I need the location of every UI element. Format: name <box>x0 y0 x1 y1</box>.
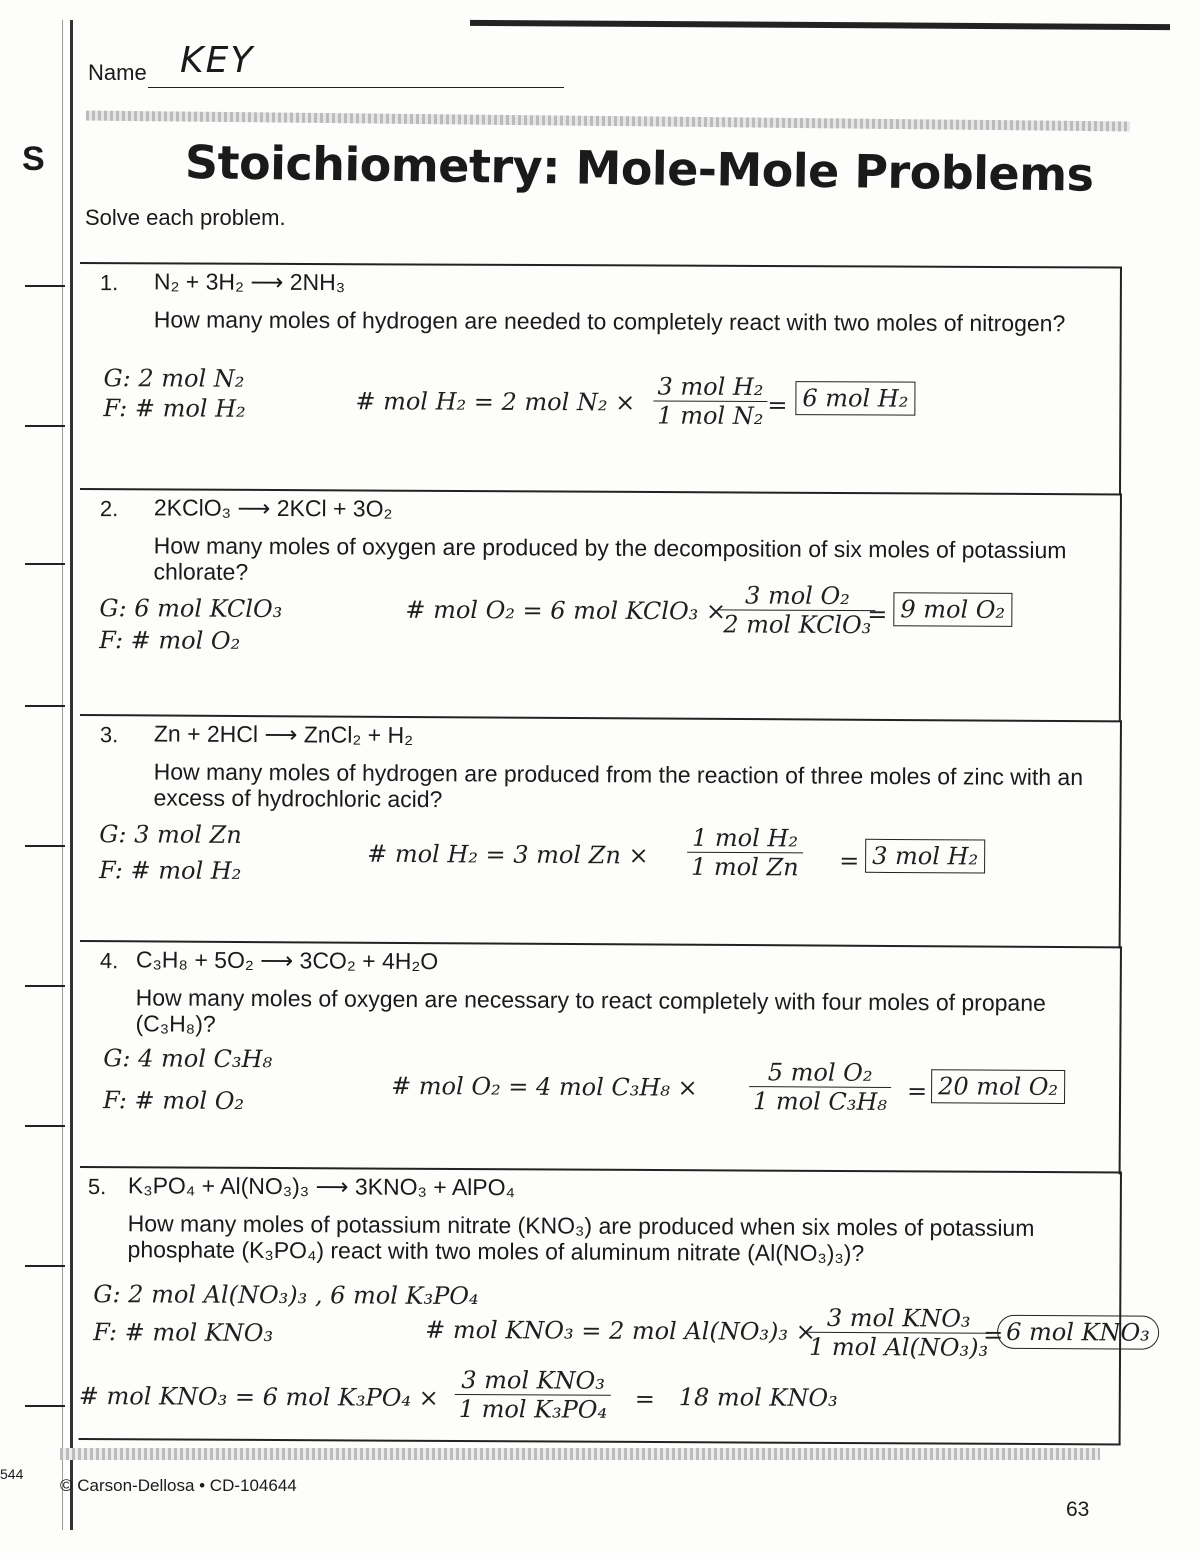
page-title: Stoichiometry: Mole-Mole Problems <box>184 135 1094 202</box>
margin-tick <box>25 285 65 287</box>
binding-shadow <box>62 20 63 1530</box>
work-handwritten: # mol KNO₃ = 2 mol Al(NO₃)₃ × <box>425 1315 816 1346</box>
problem-1 <box>79 262 1122 495</box>
equals-sign: = <box>767 391 788 420</box>
margin-tick <box>25 705 65 707</box>
footer-band <box>60 1448 1100 1460</box>
fraction-denominator: 1 mol C₃H₈ <box>752 1087 888 1116</box>
answer-handwritten-2: 18 mol KNO₃ <box>678 1383 838 1412</box>
problem-3 <box>79 714 1122 948</box>
conversion-fraction-2 <box>455 1366 612 1424</box>
problem-question: How many moles of hydrogen are produced from the reaction of three moles of zinc with an excess of hydrochloric acid? <box>153 758 1084 813</box>
given-handwritten: G: 4 mol C₃H₈ <box>103 1044 273 1074</box>
fraction-numerator: 3 mol KNO₃ <box>805 1304 992 1334</box>
equals-sign: = <box>983 1320 1004 1349</box>
work-handwritten: # mol H₂ = 3 mol Zn × <box>367 839 649 870</box>
title-band <box>86 111 1130 132</box>
margin-tick <box>25 563 65 565</box>
problem-number: 4. <box>99 948 119 974</box>
edge-code: 544 <box>0 1466 24 1482</box>
equals-sign: = <box>839 846 860 875</box>
equals-sign: = <box>907 1077 928 1106</box>
page-number: 63 <box>1066 1498 1090 1521</box>
answer-boxed: 9 mol O₂ <box>893 592 1012 627</box>
work-handwritten: # mol O₂ = 6 mol KClO₃ × <box>405 595 727 626</box>
fraction-denominator: 1 mol K₃PO₄ <box>458 1394 608 1424</box>
margin-tick <box>25 1125 65 1127</box>
given-handwritten: G: 2 mol N₂ <box>103 364 245 393</box>
name-line <box>148 87 564 88</box>
copyright-line: © Carson-Dellosa • CD-104644 <box>60 1476 297 1495</box>
problem-question: How many moles of oxygen are necessary to react completely with four moles of propane (C₃H₈)? <box>135 984 1046 1037</box>
problem-question: How many moles of potassium nitrate (KNO₃) are produced when six moles of potassium phosphate (K₃PO₄) react with two moles of aluminum nitrate (Al(NO₃)₃)? <box>127 1210 1035 1267</box>
chemical-equation: K₃PO₄ + Al(NO₃)₃ ⟶ 3KNO₃ + AlPO₄ <box>127 1172 516 1201</box>
find-handwritten: F: # mol O₂ <box>102 1086 245 1116</box>
work-handwritten-2: # mol KNO₃ = 6 mol K₃PO₄ × <box>78 1381 439 1412</box>
side-tab-letter: S <box>22 140 45 178</box>
problem-number: 1. <box>99 270 119 296</box>
instructions: Solve each problem. <box>85 205 286 230</box>
find-handwritten: F: # mol H₂ <box>98 856 242 885</box>
answer-boxed: 3 mol H₂ <box>865 839 985 874</box>
name-handwritten: KEY <box>180 40 255 81</box>
margin-tick <box>25 985 65 987</box>
fraction-numerator: 5 mol O₂ <box>749 1058 891 1088</box>
work-handwritten: # mol H₂ = 2 mol N₂ × <box>355 387 636 417</box>
problem-question: How many moles of oxygen are produced by the decomposition of six moles of potassium chlorate? <box>153 532 1067 585</box>
chemical-equation: 2KClO₃ ⟶ 2KCl + 3O₂ <box>153 494 393 522</box>
chemical-equation: C₃H₈ + 5O₂ ⟶ 3CO₂ + 4H₂O <box>135 946 439 975</box>
fraction-numerator: 3 mol KNO₃ <box>455 1366 612 1396</box>
work-handwritten: # mol O₂ = 4 mol C₃H₈ × <box>391 1071 698 1102</box>
margin-tick <box>25 1405 65 1407</box>
problem-number: 3. <box>99 722 119 748</box>
equals-sign: = <box>634 1384 655 1414</box>
answer-boxed: 20 mol O₂ <box>931 1069 1065 1104</box>
problem-5 <box>78 1166 1150 1445</box>
problem-question: How many moles of hydrogen are needed to completely react with two moles of nitrogen? <box>153 306 1066 337</box>
conversion-fraction <box>653 373 767 430</box>
conversion-fraction <box>749 1058 891 1116</box>
find-handwritten: F: # mol O₂ <box>99 626 241 655</box>
given-handwritten: G: 3 mol Zn <box>99 820 242 849</box>
problem-number: 2. <box>99 496 119 522</box>
fraction-numerator: 3 mol H₂ <box>653 373 767 402</box>
find-handwritten: F: # mol H₂ <box>103 394 246 423</box>
conversion-fraction <box>719 581 875 639</box>
given-handwritten: G: 6 mol KClO₃ <box>99 594 283 624</box>
conversion-fraction <box>805 1304 992 1362</box>
answer-boxed: 6 mol H₂ <box>795 381 915 416</box>
fraction-denominator: 1 mol Zn <box>690 852 799 882</box>
chemical-equation: Zn + 2HCl ⟶ ZnCl₂ + H₂ <box>153 720 414 749</box>
fraction-numerator: 1 mol H₂ <box>687 824 803 854</box>
problem-number: 5. <box>87 1174 107 1200</box>
conversion-fraction <box>687 824 803 882</box>
name-label: Name <box>88 60 147 85</box>
problem-2 <box>79 488 1122 721</box>
find-handwritten: F: # mol KNO₃ <box>93 1318 274 1348</box>
binding-line <box>70 20 73 1530</box>
given-handwritten: G: 2 mol Al(NO₃)₃ , 6 mol K₃PO₄ <box>93 1280 479 1311</box>
problem-4 <box>79 940 1122 1174</box>
chemical-equation: N₂ + 3H₂ ⟶ 2NH₃ <box>153 268 346 296</box>
margin-tick <box>25 1265 65 1267</box>
equals-sign: = <box>867 600 888 629</box>
margin-tick <box>25 845 65 847</box>
top-rule <box>470 20 1170 30</box>
fraction-denominator: 1 mol N₂ <box>657 401 764 430</box>
margin-tick <box>25 425 65 427</box>
answer-circled: 6 mol KNO₃ <box>997 1315 1159 1350</box>
fraction-denominator: 1 mol Al(NO₃)₃ <box>808 1332 989 1362</box>
fraction-numerator: 3 mol O₂ <box>719 581 875 611</box>
fraction-denominator: 2 mol KClO₃ <box>723 610 872 640</box>
